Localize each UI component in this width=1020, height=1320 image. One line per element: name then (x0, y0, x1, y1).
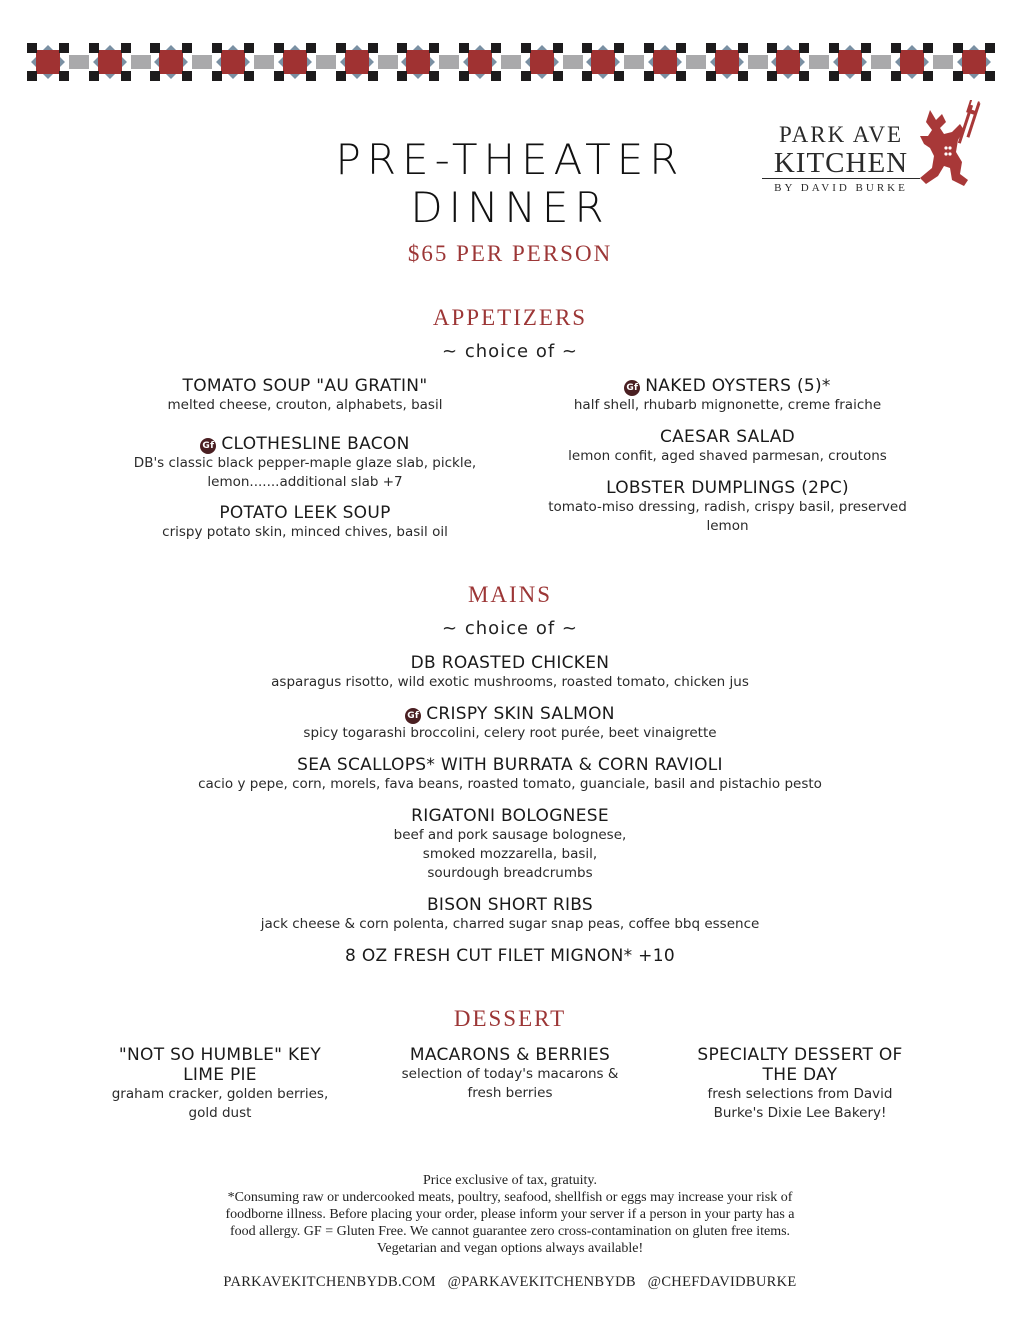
gluten-free-icon: Gf (405, 708, 421, 724)
border-connector (624, 55, 644, 69)
item-description-line: gold dust (188, 1105, 252, 1121)
menu-item (90, 434, 520, 492)
item-name: RIGATONI BOLOGNESE (411, 806, 609, 826)
border-connector (563, 55, 583, 69)
menu-item (510, 427, 945, 466)
item-description-line: smoked mozzarella, basil, (422, 846, 598, 862)
item-name: DB ROASTED CHICKEN (410, 653, 610, 673)
item-description: spicy togarashi broccolini, celery root purée, beet vinaigrette (303, 725, 717, 741)
item-name-line: SPECIALTY DESSERT OF (697, 1045, 903, 1065)
border-connector (748, 55, 768, 69)
item-description: asparagus risotto, wild exotic mushrooms, roasted tomato, chicken jus (271, 674, 749, 690)
border-connector (254, 55, 274, 69)
border-tile (582, 43, 624, 81)
dessert-item (668, 1045, 932, 1123)
section-heading-mains: MAINS (467, 582, 553, 607)
border-connector (378, 55, 398, 69)
menu-item (510, 478, 945, 536)
border-connector (69, 55, 89, 69)
website-link[interactable]: PARKAVEKITCHENBYDB.COM (223, 1274, 436, 1290)
border-tile (644, 43, 686, 81)
item-name: TOMATO SOUP "AU GRATIN" (182, 376, 428, 396)
mains-list (110, 653, 910, 966)
item-description: lemon confit, aged shaved parmesan, croutons (568, 448, 887, 464)
item-name-line: LIME PIE (183, 1065, 257, 1085)
item-name: CLOTHESLINE BACON (221, 434, 410, 454)
item-name: NAKED OYSTERS (5)* (645, 376, 831, 396)
border-tile (706, 43, 748, 81)
border-connector (809, 55, 829, 69)
border-tile (274, 43, 316, 81)
logo-line-park-ave: PARK AVE (778, 122, 904, 147)
menu-title (300, 136, 720, 232)
instagram-handle-restaurant[interactable]: @PARKAVEKITCHENBYDB (447, 1274, 636, 1290)
item-name: 8 OZ FRESH CUT FILET MIGNON* +10 (345, 946, 675, 966)
chef-mascot-icon (916, 100, 982, 194)
item-name: LOBSTER DUMPLINGS (2PC) (606, 478, 849, 498)
item-description: jack cheese & corn polenta, charred sugar snap peas, coffee bbq essence (260, 916, 760, 932)
border-connector (439, 55, 459, 69)
border-connector (192, 55, 212, 69)
border-tile (891, 43, 933, 81)
price-per-person: $65 PER PERSON (407, 241, 613, 266)
logo-line-by-david-burke: BY DAVID BURKE (774, 182, 908, 194)
border-connector (871, 55, 891, 69)
item-name-line: "NOT SO HUMBLE" KEY (118, 1045, 322, 1065)
border-tile (459, 43, 501, 81)
item-description: melted cheese, crouton, alphabets, basil (167, 397, 443, 413)
section-heading-appetizers: APPETIZERS (432, 305, 588, 330)
item-description-line: Burke's Dixie Lee Bakery! (713, 1105, 887, 1121)
item-description-line: DB's classic black pepper-maple glaze slab, pickle, (133, 455, 477, 471)
footer-links (150, 1274, 870, 1291)
item-description-line: lemon (706, 518, 749, 534)
item-description-line: sourdough breadcrumbs (427, 865, 593, 881)
appetizers-right-column (510, 376, 945, 536)
decorative-border-pattern (27, 43, 989, 81)
gluten-free-icon: Gf (624, 380, 640, 396)
item-description-line: fresh berries (467, 1085, 553, 1101)
item-name: SEA SCALLOPS* WITH BURRATA & CORN RAVIOLI (297, 755, 723, 775)
menu-item (110, 895, 910, 934)
item-name-row (90, 434, 520, 454)
menu-item (90, 503, 520, 542)
title-line-pre-theater: PRE-THEATER (335, 135, 685, 184)
dessert-item (380, 1045, 640, 1103)
instagram-handle-chef[interactable]: @CHEFDAVIDBURKE (647, 1274, 797, 1290)
menu-item (110, 704, 910, 743)
menu-item (90, 376, 520, 415)
border-connector (316, 55, 336, 69)
restaurant-logo (762, 122, 920, 194)
menu-item (110, 806, 910, 883)
border-connector (933, 55, 953, 69)
item-description-line: tomato-miso dressing, radish, crispy basil, preserved (548, 499, 907, 515)
menu-item (110, 946, 910, 966)
border-tile (829, 43, 871, 81)
menu-item (510, 376, 945, 415)
border-tile (150, 43, 192, 81)
menu-item (110, 653, 910, 692)
border-tile (767, 43, 809, 81)
item-description: cacio y pepe, corn, morels, fava beans, roasted tomato, guanciale, basil and pistachio pesto (198, 776, 822, 792)
border-connector (501, 55, 521, 69)
border-tile (336, 43, 378, 81)
item-name-row (510, 376, 945, 396)
title-line-dinner: DINNER (410, 183, 610, 232)
appetizers-choice-of: ~ choice of ~ (442, 341, 578, 362)
appetizers-left-column (90, 376, 520, 542)
border-connector (686, 55, 706, 69)
item-name: BISON SHORT RIBS (426, 895, 594, 915)
item-name-line: THE DAY (762, 1065, 838, 1085)
item-description-line: beef and pork sausage bolognese, (393, 827, 627, 843)
disclaimer-line: food allergy. GF = Gluten Free. We cannot guarantee zero cross-contamination on gluten free items. (229, 1224, 791, 1239)
border-tile (953, 43, 995, 81)
item-name-line: MACARONS & BERRIES (409, 1045, 611, 1065)
section-heading-dessert: DESSERT (453, 1006, 567, 1031)
disclaimer-line: foodborne illness. Before placing your order, please inform your server if a person in your party has a (225, 1207, 795, 1222)
dessert-item (90, 1045, 350, 1123)
border-tile (397, 43, 439, 81)
border-tile (212, 43, 254, 81)
item-name-row (110, 704, 910, 724)
item-description: half shell, rhubarb mignonette, creme fraiche (573, 397, 882, 413)
border-tile (27, 43, 69, 81)
price-note: Price exclusive of tax, gratuity. (422, 1173, 598, 1188)
footer-disclaimer (150, 1172, 870, 1257)
disclaimer-line: *Consuming raw or undercooked meats, poultry, seafood, shellfish or eggs may increase your risk of (227, 1190, 793, 1205)
vegetarian-note: Vegetarian and vegan options always available! (376, 1241, 644, 1256)
gluten-free-icon: Gf (200, 438, 216, 454)
border-tile (89, 43, 131, 81)
item-description: crispy potato skin, minced chives, basil oil (162, 524, 448, 540)
item-description-line: fresh selections from David (707, 1086, 893, 1102)
border-tile (521, 43, 563, 81)
item-description-line: graham cracker, golden berries, (111, 1086, 329, 1102)
mains-choice-of: ~ choice of ~ (442, 618, 578, 639)
menu-item (110, 755, 910, 794)
item-name: CAESAR SALAD (659, 427, 796, 447)
logo-line-kitchen: KITCHEN (762, 148, 920, 179)
item-description-line: selection of today's macarons & (401, 1066, 619, 1082)
border-connector (131, 55, 151, 69)
item-description-line: lemon.......additional slab +7 (207, 474, 403, 490)
item-name: POTATO LEEK SOUP (219, 503, 391, 523)
item-name: CRISPY SKIN SALMON (426, 704, 615, 724)
